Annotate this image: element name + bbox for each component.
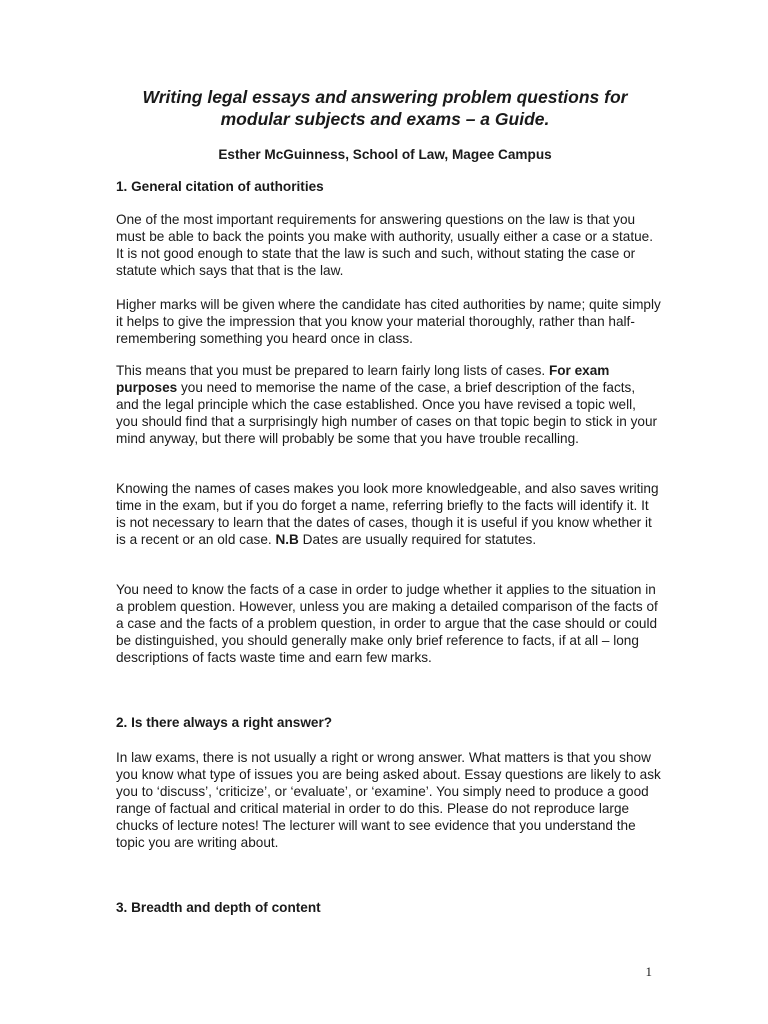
paragraph-3-text-end: you need to memorise the name of the case, a brief description of the facts, and the legal principle which the case established. Once you have revised a topic well, you should find that a surprisingly high number of cases on that topic begin to stick in your mind anyway, but there will probably be some that you have trouble recalling.	[116, 380, 658, 446]
title-line-2: modular subjects and exams – a Guide.	[220, 109, 550, 129]
author-line: Esther McGuinness, School of Law, Magee Campus	[218, 147, 552, 162]
section-2-paragraph-1: In law exams, there is not usually a right or wrong answer. What matters is that you show you know what type of issues you are being asked about. Essay questions are likely to ask you to ‘discuss’, ‘criticize’, or ‘evaluate’, or ‘examine’. You simply need to produce a good range of factual and critical material in order to do this. Please do not reproduce large chucks of lecture notes! The lecturer will want to see evidence that you understand the topic you are writing about.	[116, 750, 661, 850]
section-1-paragraph-2: Higher marks will be given where the candidate has cited authorities by name; quite simply it helps to give the impression that you know your material thoroughly, rather than half-remembering something you heard once in class.	[116, 297, 661, 346]
paragraph-3-text-start: This means that you must be prepared to learn fairly long lists of cases.	[116, 363, 549, 378]
document-title	[100, 86, 670, 130]
paragraph-3-bold-text: For exam purposes	[116, 363, 610, 395]
paragraph-4-text-start: Knowing the names of cases makes you look more knowledgeable, and also saves writing time in the exam, but if you do forget a name, referring briefly to the facts will identify it. It is not necessary to learn that the dates of cases, though it is useful if you know whether it is a recent or an old case.	[116, 481, 659, 547]
section-3-heading: 3. Breadth and depth of content	[116, 900, 321, 915]
title-line-1: Writing legal essays and answering problem questions for	[142, 87, 628, 107]
section-1-paragraph-3	[116, 362, 661, 447]
section-1-paragraph-4	[116, 480, 661, 548]
paragraph-4-bold-text: N.B	[275, 532, 299, 547]
section-1-paragraph-5: You need to know the facts of a case in order to judge whether it applies to the situation in a problem question. However, unless you are making a detailed comparison of the facts of a case and the facts of a problem question, in order to argue that the case should or could be distinguished, you should generally make only brief reference to facts, if at all – long descriptions of facts waste time and earn few marks.	[116, 582, 658, 665]
section-1-heading: 1. General citation of authorities	[116, 179, 324, 194]
section-1-paragraph-1: One of the most important requirements for answering questions on the law is that you must be able to back the points you make with authority, usually either a case or a statue. It is not good enough to state that the law is such and such, without stating the case or statute which says that that is the law.	[116, 212, 653, 278]
paragraph-4-text-end: Dates are usually required for statutes.	[298, 532, 537, 547]
section-2-heading: 2. Is there always a right answer?	[116, 715, 333, 730]
page-number: 1	[645, 964, 652, 979]
